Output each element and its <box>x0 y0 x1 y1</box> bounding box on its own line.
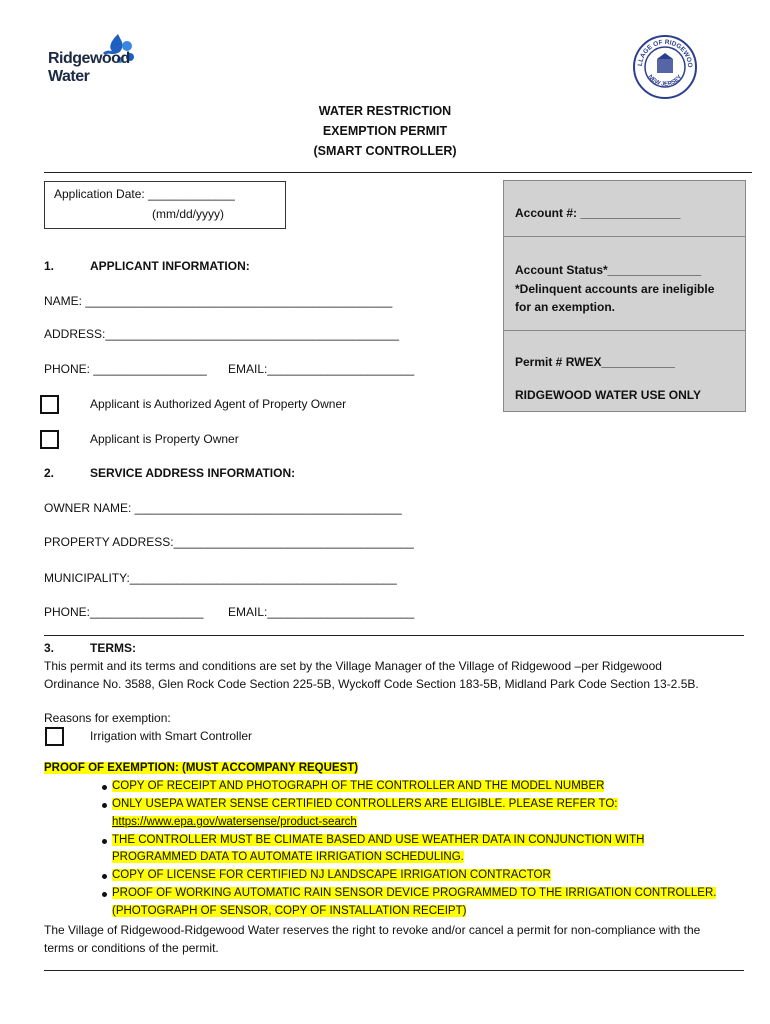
title-line-1: WATER RESTRICTION <box>318 104 452 118</box>
ridgewood-water-logo <box>48 32 148 94</box>
title-line-2: EXEMPTION PERMIT <box>322 124 448 138</box>
reasons-label: Reasons for exemption: <box>44 711 171 725</box>
office-box-divider-1 <box>503 236 746 237</box>
section-2-heading: SERVICE ADDRESS INFORMATION: <box>90 466 296 480</box>
seal-top-text: LLAGE OF RIDGEWOO <box>636 38 694 68</box>
proof-bullet-3-text: THE CONTROLLER MUST BE CLIMATE BASED AND USE WEATHER DATA IN CONJUNCTION WITH <box>112 834 645 846</box>
title-divider <box>44 172 752 173</box>
proof-bullet-3-cont-text: PROGRAMMED DATA TO AUTOMATE IRRIGATION SCHEDULING. <box>112 851 464 863</box>
application-date-field[interactable]: Application Date: _____________ <box>54 187 235 201</box>
proof-bullet-1 <box>112 780 604 792</box>
seal-bottom-text: NEW JERSEY <box>646 74 684 88</box>
reserve-rights-line-2: terms or conditions of the permit. <box>44 941 219 955</box>
logo-word-water: Water <box>48 68 90 85</box>
terms-line-1: This permit and its terms and conditions are set by the Village Manager of the Village of Ridgewood –per Ridgewood <box>44 659 662 673</box>
applicant-name-field[interactable]: NAME: ______________________________________________ <box>44 294 393 308</box>
watersense-link[interactable]: https://www.epa.gov/watersense/product-search <box>112 816 357 828</box>
svg-text:NEW JERSEY <box>647 74 684 88</box>
proof-bullet-5-cont <box>112 905 466 917</box>
section-1-number: 1. <box>44 259 55 273</box>
service-phone-field[interactable]: PHONE:_________________ <box>44 605 204 619</box>
logo-word-ridgewood: Ridgewood <box>48 50 130 67</box>
proof-bullet-5 <box>112 887 716 899</box>
title-line-3: (SMART CONTROLLER) <box>313 144 457 158</box>
application-date-format: (mm/dd/yyyy) <box>152 207 224 221</box>
agent-option-label: Applicant is Authorized Agent of Property Owner <box>90 397 347 411</box>
applicant-address-field[interactable]: ADDRESS:____________________________________________ <box>44 327 399 341</box>
proof-bullet-3-cont <box>112 851 464 863</box>
proof-of-exemption-heading: PROOF OF EXEMPTION: (MUST ACCOMPANY REQUEST) <box>44 762 359 774</box>
terms-line-2: Ordinance No. 3588, Glen Rock Code Section 225-5B, Wyckoff Code Section 183-5B, Midland Park Code Section 13-2.5B. <box>44 677 699 691</box>
smart-controller-checkbox[interactable] <box>45 727 64 746</box>
agent-checkbox[interactable] <box>40 395 59 414</box>
municipality-field[interactable]: MUNICIPALITY:________________________________________ <box>44 571 397 585</box>
account-status-field[interactable]: Account Status*______________ <box>515 263 702 277</box>
permit-number-field[interactable]: Permit # RWEX___________ <box>515 355 675 369</box>
section-2-number: 2. <box>44 466 55 480</box>
property-address-field[interactable]: PROPERTY ADDRESS:____________________________________ <box>44 535 414 549</box>
delinquent-note-line-1: *Delinquent accounts are ineligible <box>515 282 715 296</box>
proof-bullet-2-link-row <box>112 816 357 828</box>
section-3-number: 3. <box>44 641 55 655</box>
proof-bullet-4 <box>112 869 551 881</box>
village-seal <box>632 34 698 100</box>
proof-bullet-5-cont-text: (PHOTOGRAPH OF SENSOR, COPY OF INSTALLATION RECEIPT) <box>112 905 467 917</box>
applicant-phone-field[interactable]: PHONE: _________________ <box>44 362 207 376</box>
account-number-field[interactable]: Account #: _______________ <box>515 206 681 220</box>
bottom-divider <box>44 970 744 971</box>
section-3-heading: TERMS: <box>90 641 136 655</box>
owner-option-label: Applicant is Property Owner <box>90 432 239 446</box>
applicant-email-field[interactable]: EMAIL:______________________ <box>228 362 415 376</box>
reserve-rights-line-1: The Village of Ridgewood-Ridgewood Water reserves the right to revoke and/or cancel a permit for non-compliance with the <box>44 923 701 937</box>
section-2-divider <box>44 635 744 636</box>
owner-checkbox[interactable] <box>40 430 59 449</box>
section-1-heading: APPLICANT INFORMATION: <box>90 259 250 273</box>
delinquent-note-line-2: for an exemption. <box>515 300 616 314</box>
smart-controller-option-label: Irrigation with Smart Controller <box>90 729 253 743</box>
proof-bullet-4-text: COPY OF LICENSE FOR CERTIFIED NJ LANDSCAPE IRRIGATION CONTRACTOR <box>112 869 551 881</box>
proof-bullet-2 <box>112 798 618 810</box>
office-box-divider-2 <box>503 330 746 331</box>
owner-name-field[interactable]: OWNER NAME: ________________________________________ <box>44 501 402 515</box>
proof-bullet-5-text: PROOF OF WORKING AUTOMATIC RAIN SENSOR DEVICE PROGRAMMED TO THE IRRIGATION CONTROLLER. <box>112 887 717 899</box>
office-use-only-label: RIDGEWOOD WATER USE ONLY <box>515 388 702 402</box>
proof-bullet-3 <box>112 834 644 846</box>
proof-bullet-2-text: ONLY USEPA WATER SENSE CERTIFIED CONTROLLERS ARE ELIGIBLE. PLEASE REFER TO: <box>112 798 618 810</box>
service-email-field[interactable]: EMAIL:______________________ <box>228 605 415 619</box>
proof-bullet-1-text: COPY OF RECEIPT AND PHOTOGRAPH OF THE CONTROLLER AND THE MODEL NUMBER <box>112 780 605 792</box>
form-title <box>0 101 770 161</box>
